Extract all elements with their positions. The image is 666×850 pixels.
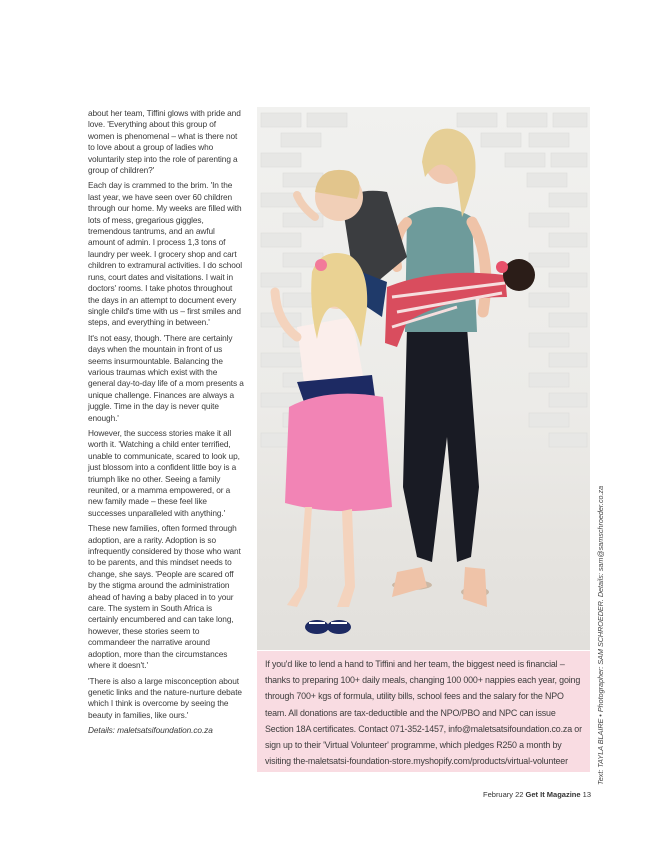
article-column xyxy=(88,108,244,741)
donation-callout-box xyxy=(257,651,590,772)
footer-issue: February 22 xyxy=(483,790,524,799)
article-details: Details: maletsatsifoundation.co.za xyxy=(88,725,213,736)
photo-credit-vertical xyxy=(596,465,606,785)
article-paragraph: These new families, often formed through adoption, are a rarity. Adoption is so infrequently considered by those who want to be parents, and this mindset needs to change, she says. 'People are scared off by the stigma around the administration ahead of having a baby placed in to your care. The system in South Africa is certainly encumbered and can take long, however, these stories seem to commandeer the narrative around adoption, more than the circumstances where it doesn't.' xyxy=(88,523,241,671)
family-photo-illustration xyxy=(257,107,590,650)
article-paragraph: However, the success stories make it all worth it. 'Watching a child enter terrified, unable to communicate, scared to look up, just blossom into a confident little boy is a triumph like no other. Seeing a family reunited, or a mamma empowered, or a new family made – these feel like successes unparalleled with anything.' xyxy=(88,427,240,518)
footer-magazine: Get It Magazine xyxy=(525,790,581,799)
footer-page-number: 13 xyxy=(582,790,591,799)
donation-callout-text: If you'd like to lend a hand to Tiffini and her team, the biggest need is financial – thanks to preparing 100+ daily meals, changing 100 000+ nappies each year, going through 700+ kgs of formula, utility bills, school fees and the salary for the NPO team. All donations are tax-deductible and the NPO/PBO and NPC can issue Section 18A certificates. Contact 071-352-1457, info@maletsatsifoundation.co.za or sign up to their 'Virtual Volunteer' programme, which pledges R250 a month by visiting the-maletsatsi-foundation-store.myshopify.com/products/virtual-volunteer xyxy=(265,659,582,767)
article-paragraph: 'There is also a large misconception about genetic links and the nature-nurture debate which I think is overcome by seeing the beauty in families, like ours.' xyxy=(88,675,242,720)
article-paragraph: Each day is crammed to the brim. 'In the last year, we have seen over 60 children through our home. My weeks are filled with lots of mess, gregarious giggles, tremendous tantrums, and an awful amount of admin. I process 1,3 tons of laundry per week. I grocery shop and cart children to extramural activities. I do school runs, court dates and visitations. I wait in doctors' rooms. I take photos throughout the days in an attempt to document every single child's time with us – first smiles and steps, and everything in between.' xyxy=(88,180,243,328)
page-footer xyxy=(483,790,591,799)
family-photo xyxy=(257,107,590,650)
article-paragraph: It's not easy, though. 'There are certainly days when the mountain in front of us seems insurmountable. Balancing the various traumas which exist with the general day-to-day life of a mom presents a unique challenge. Finances are always a juggle. Time in the day is never quite enough.' xyxy=(88,332,244,423)
article-paragraph: about her team, Tiffini glows with pride and love. 'Everything about this group of women is phenomenal – what is there not to love about a group of ladies who voluntarily step into the role of parenting a group of children?' xyxy=(88,108,241,176)
photo-credit-text: Text: TAYLA BLAIRE • Photographer: SAM SCHROEDER. Details: sam@samschroeder.co.za xyxy=(596,485,605,785)
woman-figure xyxy=(392,129,489,607)
